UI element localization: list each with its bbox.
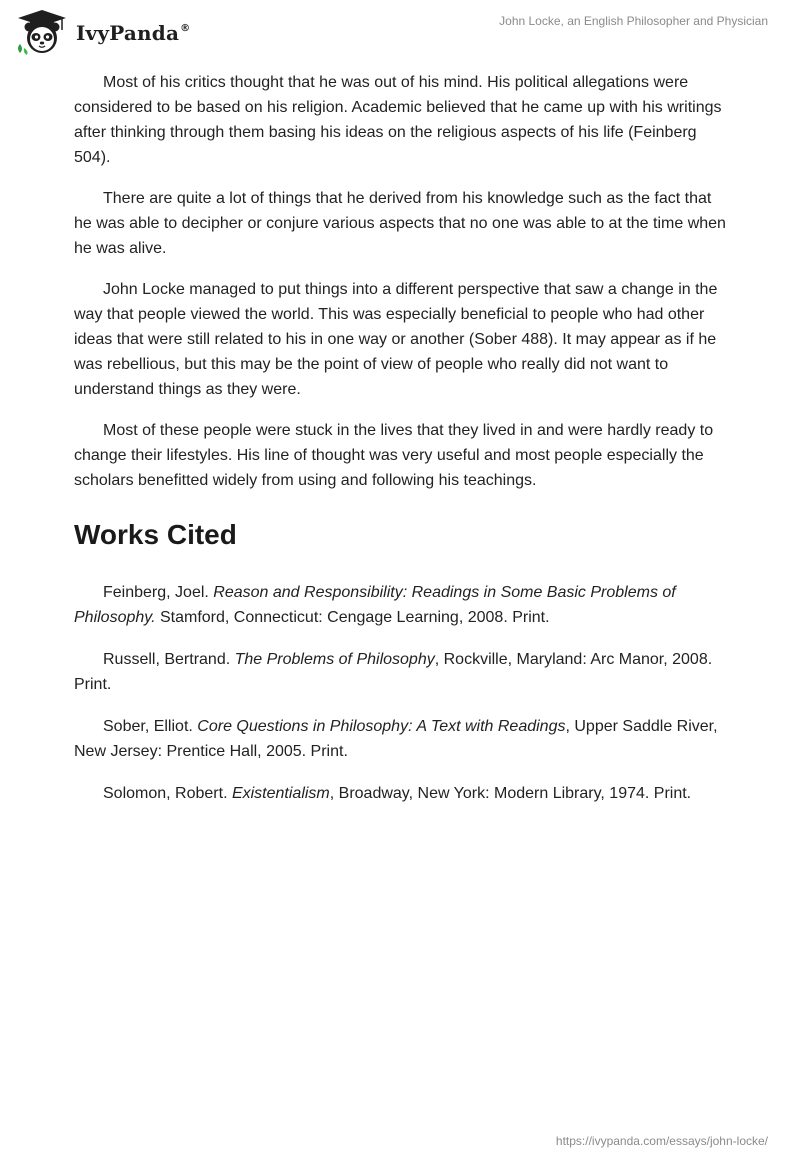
running-title: John Locke, an English Philosopher and Physician xyxy=(499,14,768,28)
citation-entry-3: Sober, Elliot. Core Questions in Philosophy: A Text with Readings, Upper Saddle River, New Jersey: Prentice Hall, 2005. Print. xyxy=(74,718,718,760)
body-paragraph-2: There are quite a lot of things that he derived from his knowledge such as the fact that he was able to decipher or conjure various aspects that no one was able to at the time when he was alive. xyxy=(74,190,726,257)
body-paragraph-1: Most of his critics thought that he was out of his mind. His political allegations were considered to be based on his religion. Academic believed that he came up with his writings after thinking through them basing his ideas on the religious aspects of his life (Feinberg 504). xyxy=(74,74,722,166)
panda-mascot-icon xyxy=(14,8,74,56)
citation-entry-4: Solomon, Robert. Existentialism, Broadway, New York: Modern Library, 1974. Print. xyxy=(103,785,692,802)
body-paragraph-3: John Locke managed to put things into a different perspective that saw a change in the way that people viewed the world. This was especially beneficial to people who had other ideas that were still related to his in one way or another (Sober 488). It may appear as if he was rebellious, but this may be the point of view of people who really did not want to understand things as they were. xyxy=(74,281,718,398)
citation-entry-1: Feinberg, Joel. Reason and Responsibility: Readings in Some Basic Problems of Philosophy. Stamford, Connecticut: Cengage Learning, 2008. Print. xyxy=(74,584,676,626)
registered-mark: ® xyxy=(180,23,191,34)
page-header xyxy=(0,0,800,64)
citation-entry-2: Russell, Bertrand. The Problems of Philosophy, Rockville, Maryland: Arc Manor, 2008. Print. xyxy=(74,651,713,693)
body-paragraph-4: Most of these people were stuck in the lives that they lived in and were hardly ready to change their lifestyles. His line of thought was very useful and most people especially the scholars benefitted widely from using and following his teachings. xyxy=(74,422,714,489)
source-url-link[interactable]: https://ivypanda.com/essays/john-locke/ xyxy=(555,1134,768,1148)
brand-name: IvyPanda® xyxy=(76,21,191,45)
works-cited-heading: Works Cited xyxy=(74,519,237,550)
ivypanda-logo[interactable] xyxy=(14,8,190,56)
essay-content xyxy=(74,70,726,823)
